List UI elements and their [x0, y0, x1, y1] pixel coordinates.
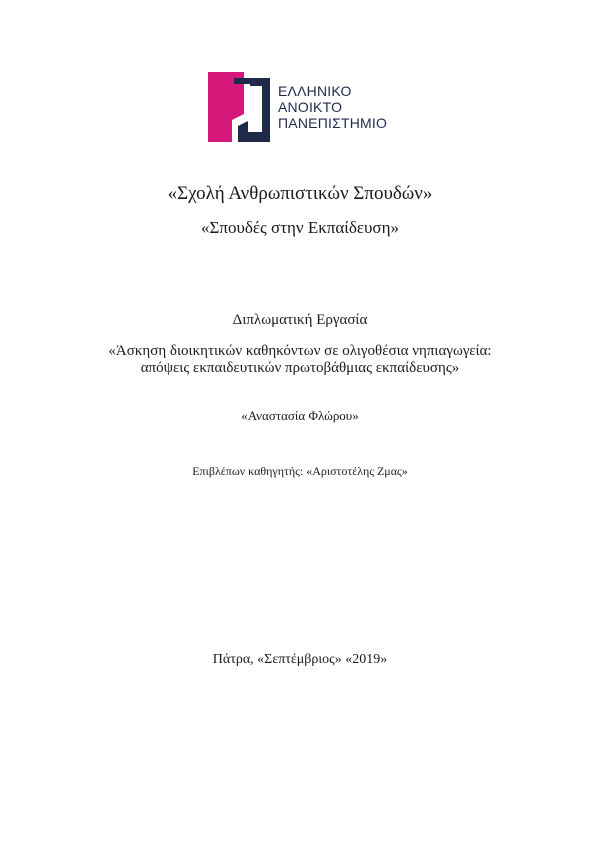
- place-date: Πάτρα, «Σεπτέμβριος» «2019»: [212, 652, 388, 667]
- thesis-title-line-2: απόψεις εκπαιδευτικών πρωτοβάθμιας εκπαίδευσης»: [140, 360, 460, 376]
- logo-text-line-1: ΕΛΛΗΝΙΚΟ: [278, 83, 352, 99]
- thesis-title: [0, 343, 600, 377]
- school-name: «Σχολή Ανθρωπιστικών Σπουδών»: [167, 183, 433, 204]
- program-name: «Σπουδές στην Εκπαίδευση»: [201, 218, 399, 237]
- university-logo-text: [278, 83, 387, 131]
- thesis-title-line-1: «Άσκηση διοικητικών καθηκόντων σε ολιγοθέσια νηπιαγωγεία:: [108, 343, 492, 359]
- logo-text-line-3: ΠΑΝΕΠΙΣΤΗΜΙΟ: [278, 115, 388, 131]
- university-logo-mark: [208, 72, 278, 142]
- document-type: Διπλωματική Εργασία: [232, 312, 368, 328]
- logo-text-line-2: ΑΝΟΙΚΤΟ: [278, 99, 343, 115]
- logo-white-opening: [248, 86, 262, 132]
- supervisor: Επιβλέπων καθηγητής: «Αριστοτέλης Ζμας»: [192, 464, 408, 478]
- university-logo: [208, 72, 398, 142]
- author-name: «Αναστασία Φλώρου»: [241, 408, 359, 423]
